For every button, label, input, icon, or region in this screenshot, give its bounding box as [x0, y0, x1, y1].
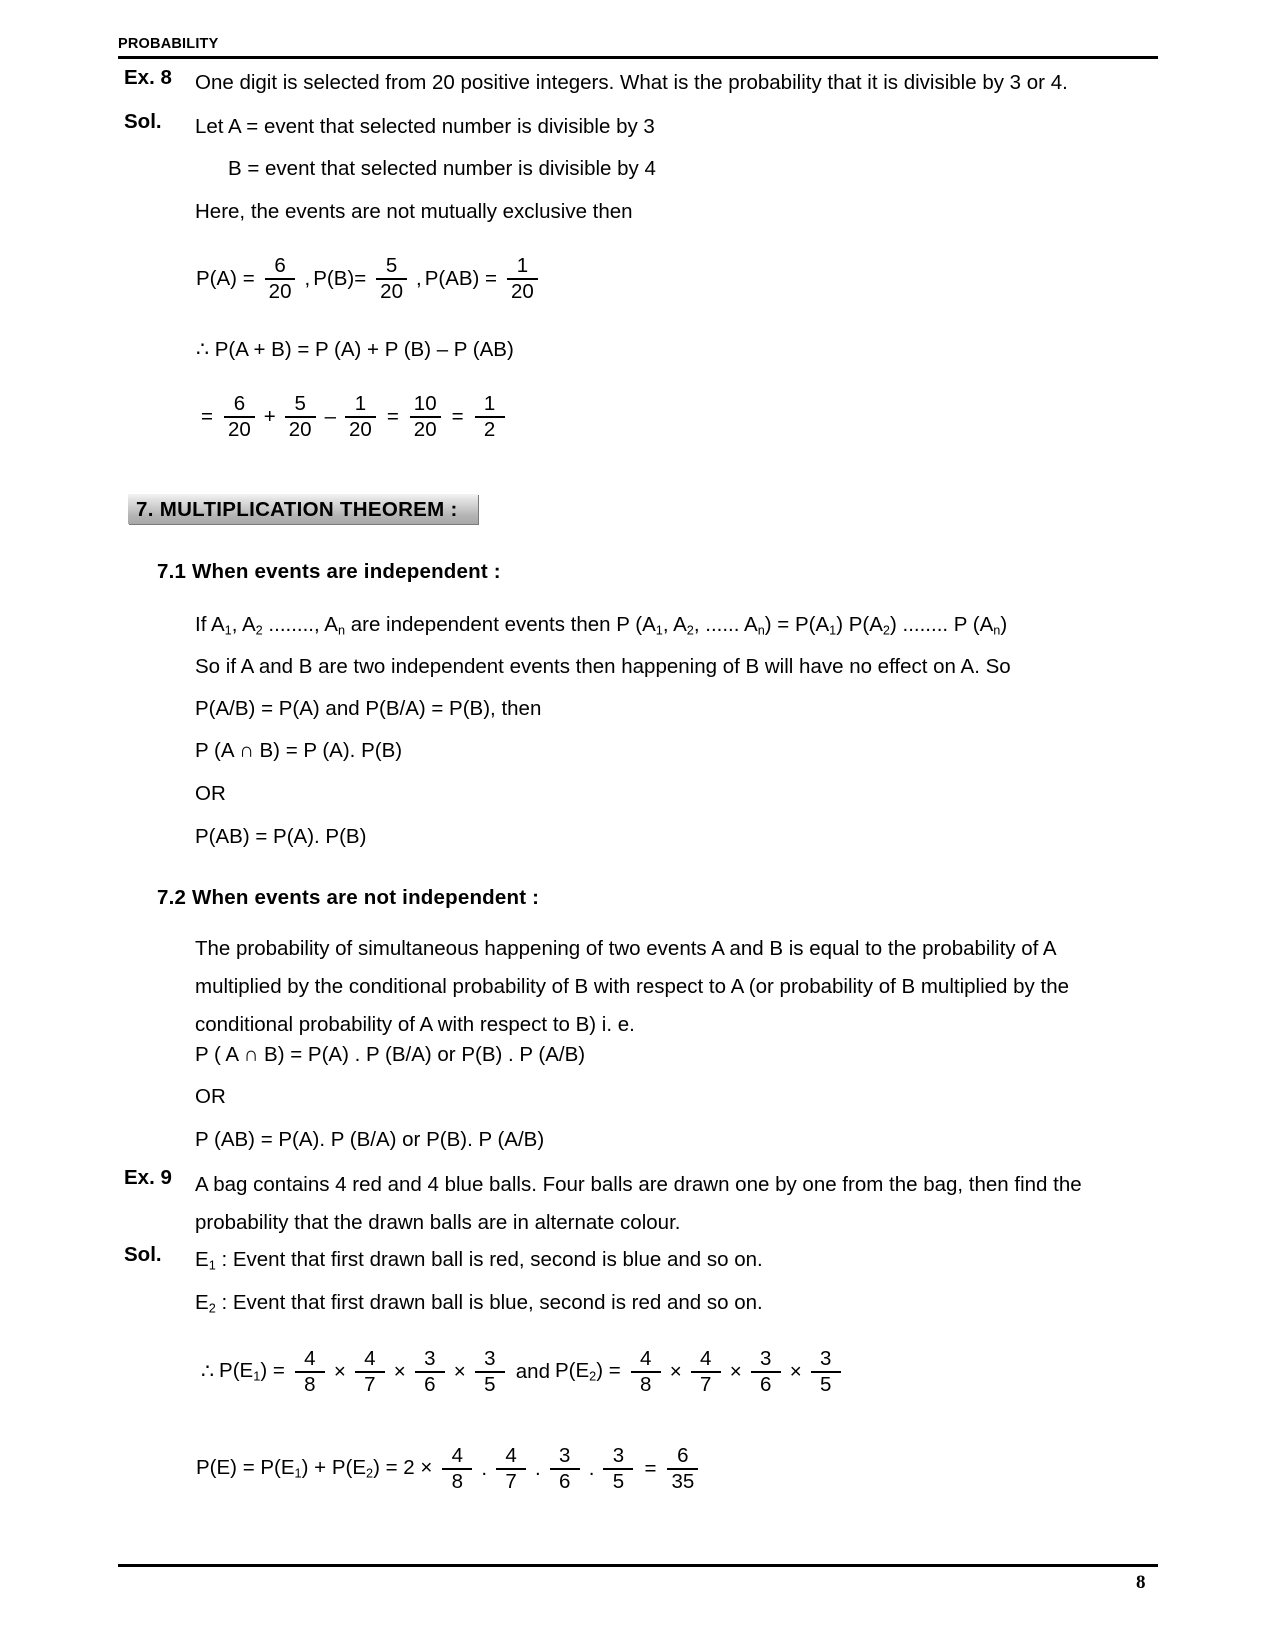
footer-divider [118, 1564, 1158, 1567]
chapter-header: PROBABILITY [118, 36, 219, 52]
subsection-7-1-or: OR [195, 782, 226, 805]
equals-sign-1: = [201, 404, 213, 428]
times-sign-4: × [669, 1359, 682, 1383]
therefore-symbol: ∴ [201, 1360, 215, 1384]
subscript: n [993, 622, 1001, 638]
fraction-1-20 [507, 255, 538, 302]
denominator: 35 [671, 1469, 695, 1493]
fraction-6-20 [224, 393, 255, 440]
numerator: 10 [413, 392, 437, 415]
subsection-7-2-or: OR [195, 1085, 226, 1108]
dot-operator-3: . [588, 1456, 595, 1480]
numerator: 3 [820, 1347, 832, 1370]
numerator: 4 [700, 1347, 712, 1370]
denominator: 7 [505, 1469, 517, 1493]
subsection-7-2-line-3: P (AB) = P(A). P (B/A) or P(B). P (A/B) [195, 1128, 545, 1151]
denominator: 2 [483, 417, 496, 441]
text-run: ) P(A [836, 613, 883, 636]
times-sign-2: × [393, 1359, 406, 1383]
section-7-heading-text: 7. MULTIPLICATION THEOREM : [136, 498, 458, 521]
fraction-1-2 [475, 393, 505, 440]
text-run: ) [1000, 613, 1008, 636]
example-8-formula-result [196, 393, 511, 440]
fraction-1-20 [345, 393, 376, 440]
example-9-event-2 [195, 1286, 763, 1326]
fraction-4-7 [355, 1348, 385, 1395]
numerator: 4 [364, 1347, 376, 1370]
comma-separator-2: , [415, 266, 422, 290]
example-9-tag: Ex. 9 [124, 1166, 172, 1189]
times-sign-3: × [453, 1359, 466, 1383]
subscript: 2 [255, 622, 263, 638]
numerator: 1 [483, 392, 496, 415]
pb-label: P(B)= [313, 266, 367, 290]
pe2-label [555, 1359, 625, 1384]
denominator: 20 [349, 417, 372, 441]
denominator: 8 [451, 1469, 464, 1493]
text-run: ........, A [262, 613, 338, 636]
subscript: 1 [224, 622, 232, 638]
subsection-7-2-heading: 7.2 When events are not independent : [157, 886, 540, 909]
numerator: 3 [760, 1347, 772, 1370]
numerator: 4 [304, 1347, 316, 1370]
denominator: 8 [640, 1372, 652, 1396]
text-run: P(E [554, 1359, 590, 1383]
numerator: 3 [559, 1444, 571, 1467]
subscript: 1 [655, 622, 663, 638]
numerator: 5 [385, 254, 398, 277]
fraction-4-7 [496, 1445, 526, 1492]
times-sign-5: × [729, 1359, 742, 1383]
example-8-sol-line-2: B = event that selected number is divisible by 4 [228, 157, 656, 180]
subsection-7-2-paragraph: The probability of simultaneous happening of two events A and B is equal to the probability of A multiplied by the conditional probability of B with respect to A (or probability of B multiplied by the conditional probability of A with respect to B) i. e. [195, 937, 1069, 1036]
text-run: E [195, 1248, 209, 1271]
subscript: 2 [589, 1368, 597, 1384]
denominator: 7 [364, 1372, 376, 1396]
equals-sign-2: = [386, 404, 399, 428]
text-run: ) + P(E [301, 1456, 366, 1480]
example-9-solution-tag: Sol. [124, 1243, 162, 1266]
denominator: 5 [820, 1372, 832, 1396]
header-divider [118, 56, 1158, 59]
pe-label [196, 1456, 436, 1481]
minus-sign: – [324, 404, 336, 428]
text-run: E [195, 1291, 209, 1314]
fraction-3-6 [751, 1348, 781, 1395]
numerator: 3 [612, 1444, 625, 1467]
times-sign-6: × [789, 1359, 802, 1383]
denominator: 20 [380, 279, 403, 303]
subsection-7-1-line-1 [195, 608, 1007, 648]
numerator: 1 [354, 392, 367, 415]
fraction-4-8 [631, 1348, 661, 1395]
fraction-5-20 [376, 255, 407, 302]
subscript: 2 [208, 1300, 216, 1316]
subscript: n [757, 622, 765, 638]
example-8-sol-line-3: Here, the events are not mutually exclusive then [195, 200, 633, 223]
text-run: ) ........ P (A [890, 613, 994, 636]
subsection-7-1-line-6: P(AB) = P(A). P(B) [195, 825, 367, 848]
denominator: 20 [413, 417, 437, 441]
fraction-6-20 [265, 255, 296, 302]
dot-operator-1: . [481, 1456, 488, 1480]
subsection-7-1-line-2: So if A and B are two independent events then happening of B will have no effect on A. So [195, 655, 1011, 678]
pab-label: P(AB) = [424, 266, 498, 290]
subscript: 2 [366, 1465, 374, 1481]
numerator: 6 [274, 254, 286, 277]
denominator: 20 [268, 279, 292, 303]
subsection-7-1-line-3: P(A/B) = P(A) and P(B/A) = P(B), then [195, 697, 542, 720]
text-run: P(E [219, 1359, 254, 1383]
subscript: 2 [882, 622, 890, 638]
numerator: 4 [451, 1444, 464, 1467]
fraction-4-8 [295, 1348, 325, 1395]
subsection-7-1-heading: 7.1 When events are independent : [157, 560, 501, 583]
and-connector: and [515, 1359, 550, 1383]
text-run: , A [662, 613, 687, 636]
fraction-3-5 [603, 1445, 633, 1492]
fraction-4-8 [442, 1445, 472, 1492]
subscript: 1 [253, 1368, 261, 1384]
text-run: ) = 2 × [373, 1456, 433, 1480]
fraction-3-6 [415, 1348, 445, 1395]
dot-operator-2: . [535, 1456, 541, 1480]
fraction-10-20 [410, 393, 441, 440]
text-run: If A [195, 613, 225, 636]
text-run: : Event that first drawn ball is blue, second is red and so on. [215, 1291, 763, 1314]
equals-sign: = [644, 1456, 657, 1480]
example-8-addition-theorem: ∴ P(A + B) = P (A) + P (B) – P (AB) [196, 338, 514, 361]
text-run: , A [231, 613, 256, 636]
example-8-sol-line-1: Let A = event that selected number is divisible by 3 [195, 115, 655, 138]
numerator: 3 [484, 1347, 496, 1370]
fraction-6-35 [667, 1445, 698, 1492]
fraction-5-20 [285, 393, 316, 440]
denominator: 20 [227, 417, 251, 441]
example-9-question: A bag contains 4 red and 4 blue balls. Four balls are drawn one by one from the bag, then find the probability that the drawn balls are in alternate colour. [195, 1173, 1082, 1234]
denominator: 5 [612, 1469, 625, 1493]
example-8-solution-tag: Sol. [124, 110, 162, 133]
text-run: , ...... A [693, 613, 758, 636]
subscript: n [337, 622, 346, 638]
example-8-question: One digit is selected from 20 positive integers. What is the probability that it is divisible by 3 or 4. [195, 71, 1068, 94]
times-sign-1: × [333, 1359, 346, 1383]
denominator: 7 [700, 1372, 712, 1396]
numerator: 5 [294, 392, 306, 415]
fraction-3-6 [550, 1445, 580, 1492]
subscript: 1 [208, 1257, 216, 1273]
subscript: 1 [294, 1465, 302, 1481]
comma-separator-1: , [304, 266, 311, 290]
denominator: 8 [304, 1372, 316, 1396]
subsection-7-1-line-4: P (A ∩ B) = P (A). P(B) [195, 739, 403, 762]
fraction-3-5 [811, 1348, 841, 1395]
pe1-label [219, 1359, 289, 1384]
denominator: 20 [288, 417, 312, 441]
fraction-4-7 [691, 1348, 721, 1395]
denominator: 6 [559, 1469, 571, 1493]
text-run: P(E) = P(E [196, 1456, 295, 1480]
example-8-tag: Ex. 8 [124, 66, 172, 89]
text-run: ) = P(A [764, 613, 830, 636]
plus-sign: + [263, 404, 276, 428]
pa-label: P(A) = [196, 266, 255, 290]
subsection-7-2-line-1: P ( A ∩ B) = P(A) . P (B/A) or P(B) . P (A/B) [195, 1043, 586, 1066]
fraction-3-5 [475, 1348, 505, 1395]
text-run: : Event that first drawn ball is red, second is blue and so on. [215, 1248, 763, 1271]
numerator: 4 [640, 1347, 652, 1370]
denominator: 6 [760, 1372, 772, 1396]
page-number: 8 [1136, 1572, 1146, 1593]
denominator: 20 [511, 279, 534, 303]
example-9-formula-result [196, 1445, 704, 1492]
numerator: 3 [424, 1347, 436, 1370]
example-8-formula-probabilities [196, 255, 544, 302]
numerator: 4 [505, 1444, 517, 1467]
equals-sign-3: = [451, 404, 464, 428]
numerator: 6 [677, 1444, 689, 1467]
example-9-formula-e1-e2 [196, 1348, 847, 1395]
denominator: 6 [424, 1372, 436, 1396]
text-run: are independent events then P (A [345, 613, 656, 636]
subscript: 2 [686, 622, 694, 638]
subscript: 1 [829, 622, 837, 638]
text-run: ) = [596, 1359, 621, 1383]
numerator: 6 [233, 392, 246, 415]
example-9-event-1 [195, 1243, 763, 1283]
denominator: 5 [484, 1372, 496, 1396]
numerator: 1 [516, 254, 529, 277]
text-run: ) = [260, 1359, 285, 1383]
